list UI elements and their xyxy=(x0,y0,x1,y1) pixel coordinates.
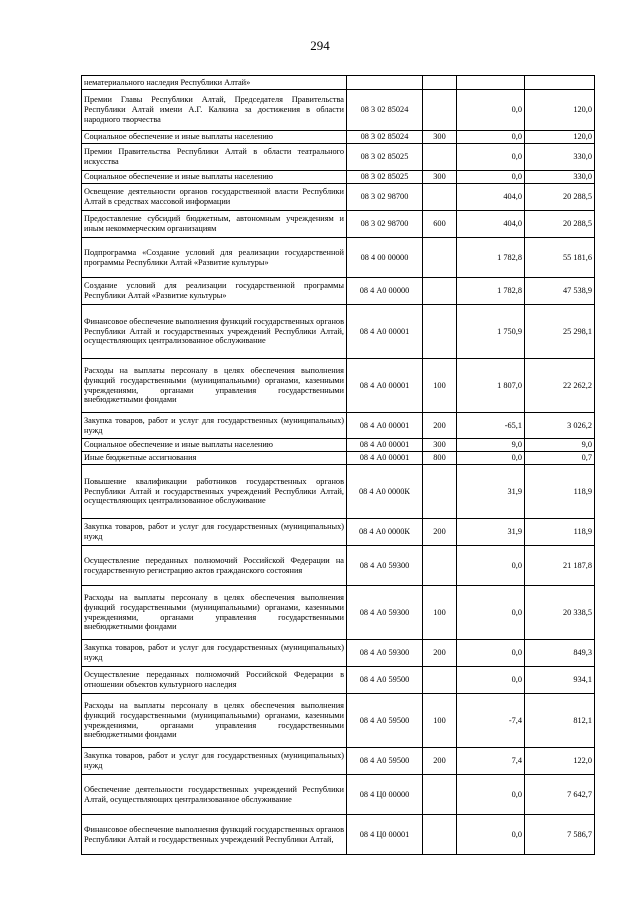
table-row xyxy=(82,90,595,131)
row-expense-type xyxy=(423,546,457,586)
row-expense-type: 300 xyxy=(423,439,457,452)
row-total-amount: 22 262,2 xyxy=(525,359,595,413)
row-expense-type xyxy=(423,305,457,359)
table-row xyxy=(82,305,595,359)
row-code: 08 4 А0 00001 xyxy=(347,305,423,359)
row-code: 08 3 02 98700 xyxy=(347,211,423,238)
row-total-amount: 20 288,5 xyxy=(525,211,595,238)
row-name: Закупка товаров, работ и услуг для государственных (муниципальных) нужд xyxy=(82,413,347,439)
row-total-amount: 812,1 xyxy=(525,694,595,748)
row-name: Освещение деятельности органов государственной власти Республики Алтай в средствах массовой информации xyxy=(82,184,347,211)
row-expense-type xyxy=(423,278,457,305)
row-name: Закупка товаров, работ и услуг для государственных (муниципальных) нужд xyxy=(82,640,347,667)
row-change-amount: 31,9 xyxy=(457,519,525,546)
row-name: Расходы на выплаты персоналу в целях обеспечения выполнения функций государственными (муниципальными) органами, казенными учреждениями, органами управления государственными внебюджетными фондами xyxy=(82,586,347,640)
row-code: 08 3 02 85024 xyxy=(347,90,423,131)
row-code: 08 4 А0 00001 xyxy=(347,359,423,413)
row-total-amount: 3 026,2 xyxy=(525,413,595,439)
row-change-amount: 0,0 xyxy=(457,131,525,144)
row-expense-type xyxy=(423,76,457,90)
row-total-amount: 7 586,7 xyxy=(525,815,595,855)
row-name: Премии Правительства Республики Алтай в области театрального искусства xyxy=(82,144,347,171)
row-code: 08 3 02 98700 xyxy=(347,184,423,211)
row-code: 08 4 Ц0 00000 xyxy=(347,775,423,815)
row-expense-type xyxy=(423,90,457,131)
row-total-amount: 0,7 xyxy=(525,452,595,465)
row-code: 08 4 А0 59500 xyxy=(347,667,423,694)
table-row xyxy=(82,76,595,90)
row-change-amount: 0,0 xyxy=(457,90,525,131)
row-expense-type: 800 xyxy=(423,452,457,465)
row-expense-type xyxy=(423,238,457,278)
row-expense-type xyxy=(423,815,457,855)
row-change-amount: 404,0 xyxy=(457,184,525,211)
table-row xyxy=(82,413,595,439)
row-code: 08 4 00 00000 xyxy=(347,238,423,278)
row-name: Расходы на выплаты персоналу в целях обеспечения выполнения функций государственными (муниципальными) органами, казенными учреждениями, органами управления государственными внебюджетными фондами xyxy=(82,359,347,413)
row-code: 08 4 Ц0 00001 xyxy=(347,815,423,855)
row-name: нематериального наследия Республики Алтай» xyxy=(82,76,347,90)
row-change-amount: 7,4 xyxy=(457,748,525,775)
row-change-amount xyxy=(457,76,525,90)
row-total-amount: 21 187,8 xyxy=(525,546,595,586)
row-expense-type: 100 xyxy=(423,694,457,748)
table-row xyxy=(82,640,595,667)
row-expense-type: 100 xyxy=(423,359,457,413)
row-code: 08 4 А0 59500 xyxy=(347,694,423,748)
row-change-amount: -65,1 xyxy=(457,413,525,439)
row-name: Осуществление переданных полномочий Российской Федерации на государственную регистрацию актов гражданского состояния xyxy=(82,546,347,586)
row-change-amount: 0,0 xyxy=(457,640,525,667)
table-row xyxy=(82,586,595,640)
table-row xyxy=(82,667,595,694)
row-total-amount: 118,9 xyxy=(525,519,595,546)
row-total-amount: 120,0 xyxy=(525,131,595,144)
row-expense-type xyxy=(423,775,457,815)
row-expense-type: 200 xyxy=(423,519,457,546)
page-number: 294 xyxy=(310,38,330,53)
row-expense-type: 300 xyxy=(423,171,457,184)
row-expense-type: 200 xyxy=(423,640,457,667)
row-change-amount: -7,4 xyxy=(457,694,525,748)
row-code: 08 4 А0 59300 xyxy=(347,640,423,667)
row-total-amount: 934,1 xyxy=(525,667,595,694)
row-total-amount: 20 288,5 xyxy=(525,184,595,211)
table-row xyxy=(82,815,595,855)
row-name: Обеспечение деятельности государственных учреждений Республики Алтай, осуществляющих централизованное обслуживание xyxy=(82,775,347,815)
row-change-amount: 9,0 xyxy=(457,439,525,452)
row-total-amount: 120,0 xyxy=(525,90,595,131)
row-code: 08 4 А0 59300 xyxy=(347,586,423,640)
table-row xyxy=(82,439,595,452)
row-expense-type xyxy=(423,465,457,519)
row-total-amount: 849,3 xyxy=(525,640,595,667)
table-row xyxy=(82,359,595,413)
row-code: 08 4 А0 00001 xyxy=(347,413,423,439)
table-row xyxy=(82,694,595,748)
row-name: Расходы на выплаты персоналу в целях обеспечения выполнения функций государственными (муниципальными) органами, казенными учреждениями, органами управления государственными внебюджетными фондами xyxy=(82,694,347,748)
row-name: Закупка товаров, работ и услуг для государственных (муниципальных) нужд xyxy=(82,519,347,546)
table-row xyxy=(82,546,595,586)
row-expense-type xyxy=(423,184,457,211)
table-row xyxy=(82,278,595,305)
row-change-amount: 0,0 xyxy=(457,586,525,640)
table-row xyxy=(82,184,595,211)
row-expense-type: 600 xyxy=(423,211,457,238)
row-change-amount: 1 807,0 xyxy=(457,359,525,413)
row-total-amount: 122,0 xyxy=(525,748,595,775)
row-expense-type xyxy=(423,144,457,171)
row-name: Социальное обеспечение и иные выплаты населению xyxy=(82,439,347,452)
table-row xyxy=(82,748,595,775)
row-change-amount: 0,0 xyxy=(457,546,525,586)
table-row xyxy=(82,465,595,519)
row-code: 08 4 А0 00001 xyxy=(347,439,423,452)
row-total-amount: 330,0 xyxy=(525,144,595,171)
table-row xyxy=(82,452,595,465)
row-name: Финансовое обеспечение выполнения функций государственных органов Республики Алтай и государственных учреждений Республики Алтай, xyxy=(82,815,347,855)
row-change-amount: 31,9 xyxy=(457,465,525,519)
row-code: 08 4 А0 00000 xyxy=(347,278,423,305)
row-expense-type: 200 xyxy=(423,413,457,439)
row-change-amount: 1 782,8 xyxy=(457,278,525,305)
row-code xyxy=(347,76,423,90)
row-expense-type: 300 xyxy=(423,131,457,144)
row-change-amount: 0,0 xyxy=(457,171,525,184)
row-change-amount: 0,0 xyxy=(457,452,525,465)
row-total-amount: 9,0 xyxy=(525,439,595,452)
row-code: 08 4 А0 59500 xyxy=(347,748,423,775)
row-code: 08 4 А0 0000К xyxy=(347,465,423,519)
row-name: Подпрограмма «Создание условий для реализации государственной программы Республики Алтай «Развитие культуры» xyxy=(82,238,347,278)
row-name: Повышение квалификации работников государственных органов Республики Алтай и государственных учреждений Республики Алтай, осуществляющих централизованное обслуживание xyxy=(82,465,347,519)
row-code: 08 3 02 85024 xyxy=(347,131,423,144)
row-change-amount: 0,0 xyxy=(457,144,525,171)
row-total-amount: 55 181,6 xyxy=(525,238,595,278)
row-name: Создание условий для реализации государственной программы Республики Алтай «Развитие культуры» xyxy=(82,278,347,305)
row-code: 08 3 02 85025 xyxy=(347,171,423,184)
row-expense-type xyxy=(423,667,457,694)
row-total-amount: 7 642,7 xyxy=(525,775,595,815)
row-name: Премии Главы Республики Алтай, Председателя Правительства Республики Алтай имени А.Г. Калкина за достижения в области народного творчества xyxy=(82,90,347,131)
row-code: 08 3 02 85025 xyxy=(347,144,423,171)
budget-table-body xyxy=(82,76,595,855)
row-change-amount: 0,0 xyxy=(457,775,525,815)
row-name: Осуществление переданных полномочий Российской Федерации в отношении объектов культурного наследия xyxy=(82,667,347,694)
table-row xyxy=(82,171,595,184)
row-expense-type: 100 xyxy=(423,586,457,640)
row-expense-type: 200 xyxy=(423,748,457,775)
row-total-amount xyxy=(525,76,595,90)
row-change-amount: 0,0 xyxy=(457,815,525,855)
row-change-amount: 0,0 xyxy=(457,667,525,694)
table-row xyxy=(82,131,595,144)
table-row xyxy=(82,211,595,238)
row-name: Предоставление субсидий бюджетным, автономным учреждениям и иным некоммерческим организациям xyxy=(82,211,347,238)
row-name: Финансовое обеспечение выполнения функций государственных органов Республики Алтай и государственных учреждений Республики Алтай, осуществляющих централизованное обслуживание xyxy=(82,305,347,359)
row-code: 08 4 А0 59300 xyxy=(347,546,423,586)
row-name: Социальное обеспечение и иные выплаты населению xyxy=(82,131,347,144)
table-row xyxy=(82,519,595,546)
row-total-amount: 47 538,9 xyxy=(525,278,595,305)
row-change-amount: 404,0 xyxy=(457,211,525,238)
row-code: 08 4 А0 0000К xyxy=(347,519,423,546)
row-total-amount: 330,0 xyxy=(525,171,595,184)
table-row xyxy=(82,144,595,171)
table-row xyxy=(82,775,595,815)
table-row xyxy=(82,238,595,278)
row-total-amount: 25 298,1 xyxy=(525,305,595,359)
row-change-amount: 1 782,8 xyxy=(457,238,525,278)
row-name: Социальное обеспечение и иные выплаты населению xyxy=(82,171,347,184)
row-code: 08 4 А0 00001 xyxy=(347,452,423,465)
row-name: Закупка товаров, работ и услуг для государственных (муниципальных) нужд xyxy=(82,748,347,775)
budget-table xyxy=(81,75,595,855)
row-name: Иные бюджетные ассигнования xyxy=(82,452,347,465)
row-total-amount: 118,9 xyxy=(525,465,595,519)
row-total-amount: 20 338,5 xyxy=(525,586,595,640)
row-change-amount: 1 750,9 xyxy=(457,305,525,359)
